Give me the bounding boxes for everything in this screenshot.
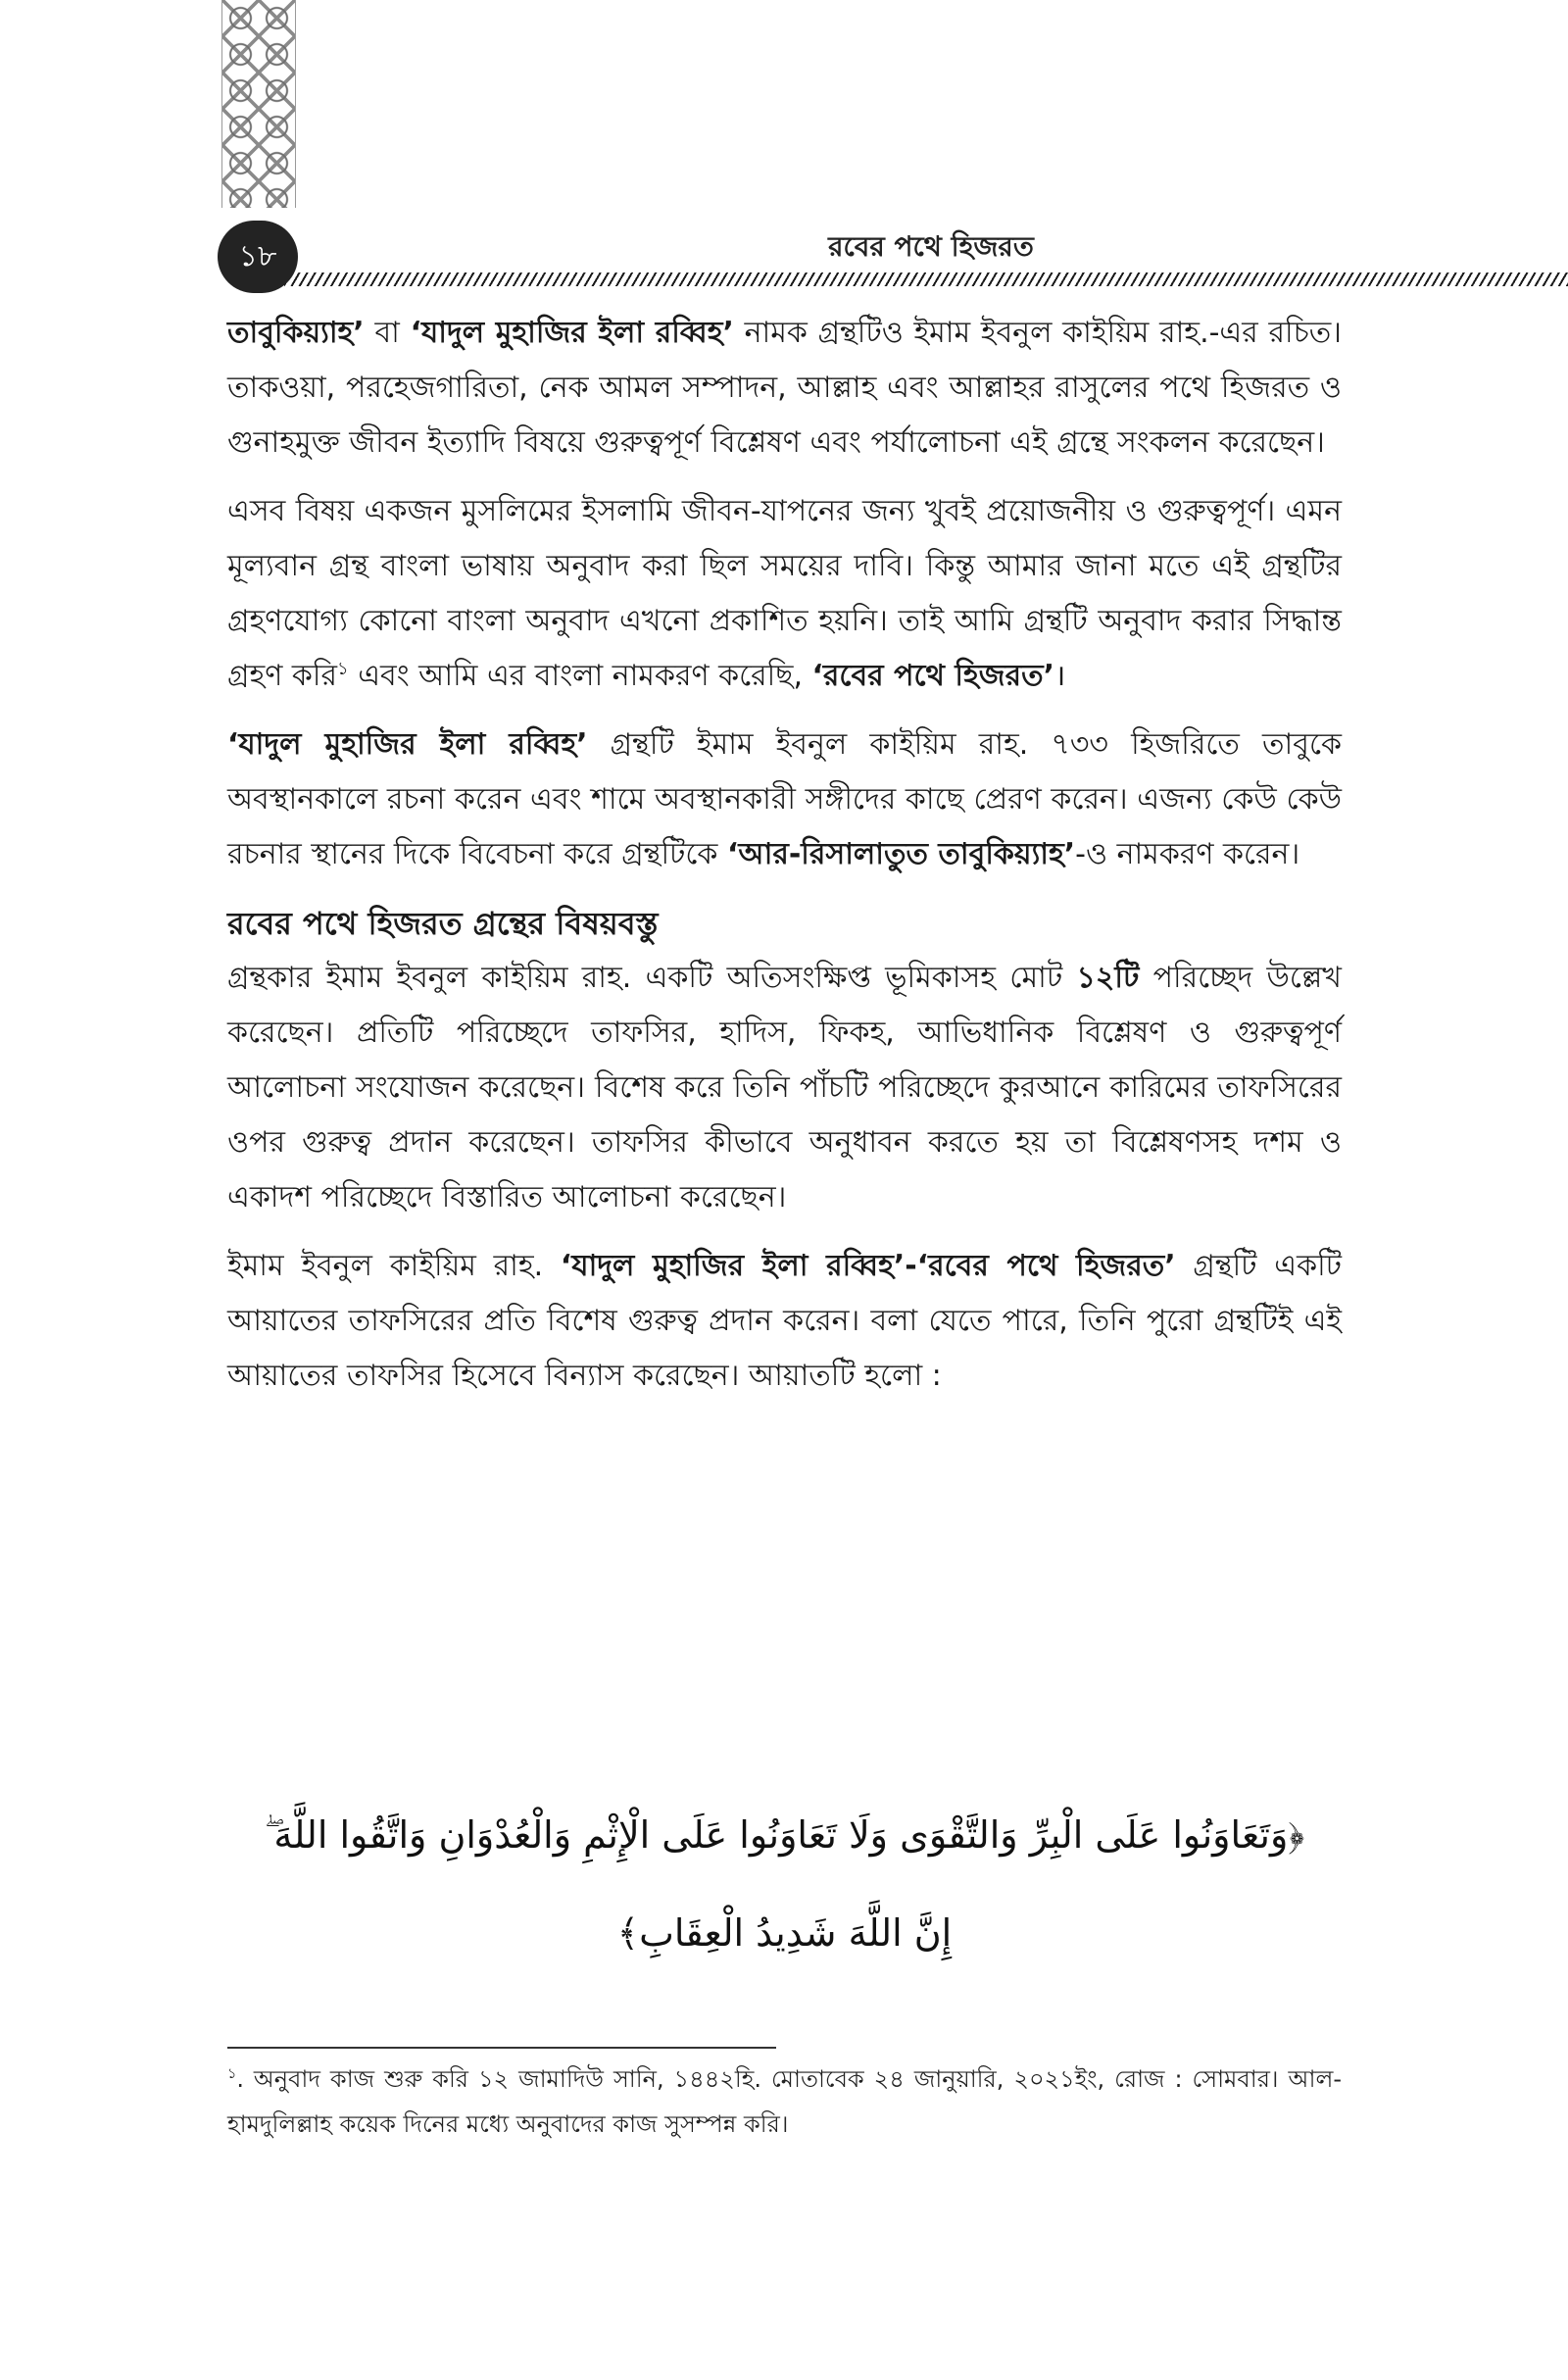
book-title: ‘যাদুল মুহাজির ইলা রব্বিহ’-‘রবের পথে হিজরত’ [560, 1249, 1176, 1283]
paragraph-2 [227, 484, 1342, 704]
text: । [1054, 659, 1066, 693]
book-title: ‘যাদুল মুহাজির ইলা রব্বিহ’ [227, 727, 588, 762]
paragraph-1 [227, 306, 1342, 471]
text: এসব বিষয় একজন মুসলিমের ইসলামি জীবন-যাপনের জন্য খুবই প্রয়োজনীয় ও গুরুত্বপূর্ণ। এমন মূল্যবান গ্রন্থ বাংলা ভাষায় অনুবাদ করা ছিল সময়ের দাবি। কিন্তু আমার জানা মতে এই গ্রন্থটির গ্রহণযোগ্য কোনো বাংলা অনুবাদ এখনো প্রকাশিত হয়নি। তাই আমি গ্রন্থটি অনুবাদ করার সিদ্ধান্ত গ্রহণ করি [227, 494, 1342, 693]
paragraph-4 [227, 951, 1342, 1225]
footnote-divider [227, 2047, 776, 2049]
book-title: ‘যাদুল মুহাজির ইলা রব্বিহ’ [410, 316, 734, 350]
section-heading: রবের পথে হিজরত গ্রন্থের বিষয়বস্তু [227, 905, 659, 942]
main-text [227, 306, 1342, 1417]
quran-ayah-line-2: إِنَّ اللَّهَ شَدِيدُ الْعِقَابِ﴾ [616, 1911, 953, 1955]
header-divider [284, 273, 1568, 286]
footnote-marker: ১ [227, 2066, 237, 2082]
text: নামক গ্রন্থটিও ইমাম ইবনুল কাইয়িম রাহ.-এর রচিত। তাকওয়া, পরহেজগারিতা, নেক আমল সম্পাদন, আল্লাহ এবং আল্লাহর রাসুলের পথে হিজরত ও গুনাহমুক্ত জীবন ইত্যাদি বিষয়ে গুরুত্বপূর্ণ বিশ্লেষণ এবং পর্যালোচনা এই গ্রন্থে সংকলন করেছেন। [227, 316, 1343, 460]
footnote-text: . অনুবাদ কাজ শুরু করি ১২ জামাদিউ সানি, ১৪৪২হি. মোতাবেক ২৪ জানুয়ারি, ২০২১ইং, রোজ : সোমবার। আল-হামদুলিল্লাহ কয়েক দিনের মধ্যে অনুবাদের কাজ সুসম্পন্ন করি। [227, 2065, 1342, 2138]
book-title: ‘আর-রিসালাতুত তাবুকিয়্যাহ’ [726, 837, 1076, 871]
text: এবং আমি এর বাংলা নামকরণ করেছি, [348, 659, 812, 693]
paragraph-5 [227, 1239, 1342, 1404]
footnote-reference[interactable]: ১ [336, 659, 349, 679]
bold-text: তাবুকিয়্যাহ’ [227, 316, 365, 350]
book-title: ‘রবের পথে হিজরত’ [811, 659, 1054, 693]
quran-ayah-line-1: ﴿وَتَعَاوَنُوا عَلَى الْبِرِّ وَالتَّقْوَى وَلَا تَعَاوَنُوا عَلَى الْإِثْمِ وَالْعُدْوَانِ وَاتَّقُوا اللَّهَ ۖ [264, 1813, 1305, 1857]
bold-text: ১২টি [1076, 961, 1140, 995]
text: বা [364, 316, 411, 350]
running-title: রবের পথে হিজরত [828, 230, 1034, 263]
paragraph-3 [227, 718, 1342, 882]
text: গ্রন্থটি ইমাম ইবনুল কাইয়িম রাহ. ৭৩৩ হিজরিতে তাবুকে অবস্থানকালে রচনা করেন এবং শামে অবস্থানকারী সঙ্গীদের কাছে প্রেরণ করেন। এজন্য কেউ কেউ রচনার স্থানের দিকে বিবেচনা করে গ্রন্থটিকে [227, 727, 1342, 871]
text: গ্রন্থকার ইমাম ইবনুল কাইয়িম রাহ. একটি অতিসংক্ষিপ্ত ভূমিকাসহ মোট [227, 961, 1077, 995]
decorative-ornament [221, 0, 296, 208]
text: ইমাম ইবনুল কাইয়িম রাহ. [227, 1249, 561, 1283]
text: গ্রন্থটি একটি আয়াতের তাফসিরের প্রতি বিশেষ গুরুত্ব প্রদান করেন। বলা যেতে পারে, তিনি পুরো গ্রন্থটিই এই আয়াতের তাফসির হিসেবে বিন্যাস করেছেন। আয়াতটি হলো : [227, 1249, 1342, 1393]
text: -ও নামকরণ করেন। [1075, 837, 1300, 871]
footnote [227, 2057, 1342, 2147]
text: পরিচ্ছেদ উল্লেখ করেছেন। প্রতিটি পরিচ্ছেদে তাফসির, হাদিস, ফিকহ, আভিধানিক বিশ্লেষণ ও গুরুত্বপূর্ণ আলোচনা সংযোজন করেছেন। বিশেষ করে তিনি পাঁচটি পরিচ্ছেদে কুরআনে কারিমের তাফসিরের ওপর গুরুত্ব প্রদান করেছেন। তাফসির কীভাবে অনুধাবন করতে হয় তা বিশ্লেষণসহ দশম ও একাদশ পরিচ্ছেদে বিস্তারিত আলোচনা করেছেন। [227, 961, 1343, 1215]
page-number: ১৮ [218, 221, 298, 293]
